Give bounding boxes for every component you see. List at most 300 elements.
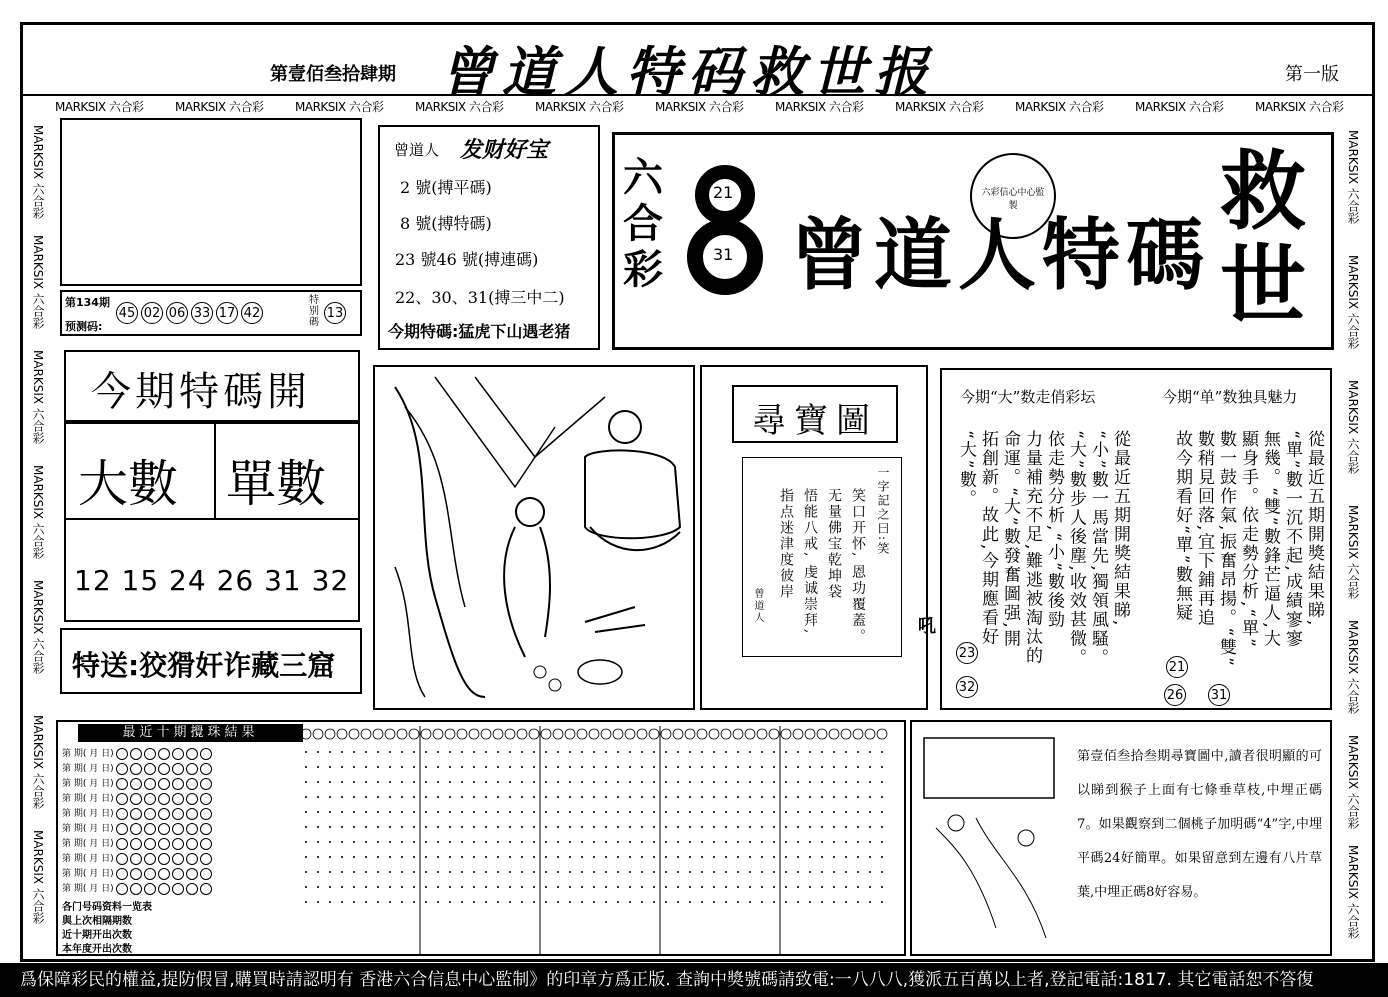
tip-line: 23 號46 號(搏連碼) xyxy=(395,250,539,269)
grid-dot xyxy=(845,826,847,828)
grid-dot xyxy=(449,751,451,753)
grid-dot xyxy=(809,841,811,843)
header-ball xyxy=(601,729,611,739)
left-pick-numbers xyxy=(956,676,981,698)
grid-dot xyxy=(449,766,451,768)
header-ball xyxy=(877,729,887,739)
grid-dot xyxy=(413,871,415,873)
ball-slot xyxy=(144,823,156,835)
right-pick-numbers xyxy=(1208,684,1233,706)
banner-text: MARKSIX 六合彩 xyxy=(1135,100,1224,114)
grid-dot xyxy=(713,796,715,798)
analysis-column: 依走勢分析,“小”數後勁 xyxy=(1044,430,1064,630)
grid-dot xyxy=(485,766,487,768)
grid-dot xyxy=(365,856,367,858)
left-pick-numbers xyxy=(956,642,981,664)
grid-dot xyxy=(413,766,415,768)
stats-row-label: 近十期开出次数 xyxy=(62,930,132,941)
grid-dot xyxy=(797,796,799,798)
grid-dot xyxy=(725,886,727,888)
grid-dot xyxy=(425,856,427,858)
ball-slot xyxy=(158,838,170,850)
grid-dot xyxy=(821,871,823,873)
grid-dot xyxy=(617,826,619,828)
grid-dot xyxy=(665,871,667,873)
gift-label: 特送: xyxy=(72,649,140,682)
header-ball xyxy=(817,729,827,739)
grid-dot xyxy=(305,901,307,903)
grid-dot xyxy=(773,841,775,843)
grid-dot xyxy=(617,811,619,813)
header-ball xyxy=(445,729,455,739)
history-dot-grid xyxy=(302,726,902,954)
grid-dot xyxy=(629,751,631,753)
peach xyxy=(534,666,546,678)
ball-slot xyxy=(116,763,128,775)
ball-slot xyxy=(158,823,170,835)
grid-dot xyxy=(617,781,619,783)
grid-dot xyxy=(353,841,355,843)
stats-row-label: 與上次相隔期数 xyxy=(62,916,132,927)
grid-dot xyxy=(305,781,307,783)
grid-dot xyxy=(593,871,595,873)
grid-dot xyxy=(437,796,439,798)
grid-dot xyxy=(677,766,679,768)
grid-dot xyxy=(737,796,739,798)
grid-dot xyxy=(629,901,631,903)
grid-dot xyxy=(413,826,415,828)
grid-dot xyxy=(653,796,655,798)
grid-dot xyxy=(377,751,379,753)
header-ball xyxy=(757,729,767,739)
grid-dot xyxy=(569,856,571,858)
header-ball xyxy=(649,729,659,739)
banner-text: MARKSIX 六合彩 xyxy=(55,100,144,114)
grid-dot xyxy=(581,841,583,843)
grid-dot xyxy=(353,826,355,828)
ball-slot xyxy=(200,808,212,820)
grid-dot xyxy=(749,841,751,843)
grid-dot xyxy=(677,781,679,783)
grid-dot xyxy=(581,796,583,798)
grid-dot xyxy=(653,826,655,828)
big-number-label: 大數 xyxy=(78,455,178,513)
grid-dot xyxy=(857,856,859,858)
branch-line xyxy=(435,377,555,487)
header-ball xyxy=(841,729,851,739)
predicted-number: 42 xyxy=(241,302,263,324)
ball-slot xyxy=(200,763,212,775)
grid-dot xyxy=(389,871,391,873)
logo-seal xyxy=(970,153,1056,239)
grid-dot xyxy=(713,751,715,753)
grid-dot xyxy=(869,826,871,828)
grid-dot xyxy=(881,811,883,813)
grid-dot xyxy=(545,811,547,813)
grid-dot xyxy=(533,766,535,768)
grid-dot xyxy=(581,811,583,813)
analysis-column: 無幾。“雙”數鋒芒逼人,大 xyxy=(1260,430,1280,649)
history-panel xyxy=(56,720,906,956)
sketch-branch xyxy=(936,828,996,928)
banner-text: MARKSIX 六合彩 xyxy=(31,715,45,809)
grid-dot xyxy=(461,886,463,888)
blank-panel xyxy=(60,118,362,286)
grid-dot xyxy=(401,751,403,753)
predicted-number: 45 xyxy=(116,302,138,324)
grid-dot xyxy=(557,751,559,753)
roar-mark: 吼 xyxy=(918,616,936,637)
grid-dot xyxy=(317,826,319,828)
history-rows xyxy=(62,746,212,896)
header-ball xyxy=(529,729,539,739)
grid-dot xyxy=(689,826,691,828)
grid-dot xyxy=(557,856,559,858)
grid-dot xyxy=(317,796,319,798)
header-ball xyxy=(733,729,743,739)
tips-heading-script: 发财好宝 xyxy=(460,137,549,163)
grid-dot xyxy=(689,751,691,753)
grid-dot xyxy=(629,811,631,813)
grid-dot xyxy=(329,751,331,753)
grid-dot xyxy=(845,751,847,753)
grid-dot xyxy=(713,811,715,813)
grid-dot xyxy=(521,841,523,843)
grid-dot xyxy=(737,811,739,813)
grid-dot xyxy=(857,901,859,903)
logo-save: 救世 xyxy=(1220,141,1306,336)
ball-slot xyxy=(186,853,198,865)
grid-dot xyxy=(497,841,499,843)
ball-slot xyxy=(130,793,142,805)
grid-dot xyxy=(341,781,343,783)
grid-dot xyxy=(545,901,547,903)
grid-dot xyxy=(377,826,379,828)
ball-slot xyxy=(172,763,184,775)
tip-line: 2 號(搏平碼) xyxy=(400,178,492,197)
grid-dot xyxy=(629,886,631,888)
grid-dot xyxy=(821,856,823,858)
grid-dot xyxy=(389,886,391,888)
banner-text: MARKSIX 六合彩 xyxy=(1346,735,1360,829)
grid-dot xyxy=(857,796,859,798)
grid-dot xyxy=(713,841,715,843)
pick-number: 21 xyxy=(1166,656,1188,678)
grid-dot xyxy=(665,826,667,828)
big-small-box xyxy=(64,422,360,520)
grid-dot xyxy=(845,781,847,783)
explain-text: 第壹佰叁拾叁期尋寶圖中,讀者很明顯的可以睇到猴子上面有七條垂草枝,中埋正碼7。如果觀察到二個桃子加明碼“4”字,中埋平碼24好簡單。如果留意到左邊有八片草葉,中埋正碼8好容易。 xyxy=(1077,749,1322,900)
tip-line: 8 號(搏特碼) xyxy=(400,214,492,233)
grid-dot xyxy=(497,886,499,888)
grid-dot xyxy=(533,796,535,798)
banner-text: MARKSIX 六合彩 xyxy=(895,100,984,114)
analysis-column: 力量補充不足,難逃被淘汰的 xyxy=(1022,430,1042,666)
grid-dot xyxy=(341,766,343,768)
header-ball xyxy=(697,729,707,739)
ball-slot xyxy=(116,853,128,865)
grid-dot xyxy=(665,751,667,753)
grid-dot xyxy=(449,841,451,843)
grid-dot xyxy=(305,811,307,813)
banner-text: MARKSIX 六合彩 xyxy=(775,100,864,114)
monkey-body xyxy=(504,527,550,657)
grid-dot xyxy=(557,871,559,873)
grid-dot xyxy=(533,856,535,858)
header-ball xyxy=(781,729,791,739)
poem-column: 悟能八戒, 虔诚崇拜, xyxy=(802,488,818,636)
grid-dot xyxy=(749,886,751,888)
masthead-title: 曾道人特码救世报 xyxy=(440,40,936,104)
history-row xyxy=(62,851,212,866)
divider xyxy=(214,424,216,518)
grid-dot xyxy=(449,886,451,888)
special-open-heading-box xyxy=(64,350,360,422)
ball-slot xyxy=(186,808,198,820)
grid-dot xyxy=(461,856,463,858)
grid-dot xyxy=(353,871,355,873)
banner-text: MARKSIX 六合彩 xyxy=(1346,130,1360,224)
grid-dot xyxy=(869,841,871,843)
poem-column: 笑口开怀, 恩功覆蓋。 xyxy=(850,488,866,645)
gift-line xyxy=(72,644,335,684)
grid-dot xyxy=(497,856,499,858)
history-row-label: 第 期( 月 日) xyxy=(62,749,114,759)
grid-dot xyxy=(389,826,391,828)
grid-dot xyxy=(773,886,775,888)
grid-dot xyxy=(305,796,307,798)
special-number-wrap xyxy=(324,302,349,324)
grid-dot xyxy=(473,871,475,873)
grid-dot xyxy=(353,781,355,783)
grid-dot xyxy=(437,886,439,888)
grid-dot xyxy=(713,901,715,903)
header-ball xyxy=(613,729,623,739)
drape-line xyxy=(395,387,485,697)
grid-dot xyxy=(629,826,631,828)
ball-slot xyxy=(158,778,170,790)
grid-dot xyxy=(593,826,595,828)
ball-slot xyxy=(130,868,142,880)
grid-dot xyxy=(665,796,667,798)
grid-dot xyxy=(329,826,331,828)
grid-dot xyxy=(809,826,811,828)
grid-dot xyxy=(689,871,691,873)
poem-column: 指点迷津度彼岸 xyxy=(778,488,794,600)
grid-dot xyxy=(845,796,847,798)
grid-dot xyxy=(533,781,535,783)
grid-dot xyxy=(341,841,343,843)
grid-dot xyxy=(605,826,607,828)
grid-dot xyxy=(461,766,463,768)
grid-dot xyxy=(425,781,427,783)
single-number-label: 單數 xyxy=(226,455,326,513)
analysis-column: 數稍見回落,宜下鋪再追 xyxy=(1194,430,1214,628)
grid-dot xyxy=(773,811,775,813)
grid-dot xyxy=(881,781,883,783)
grid-dot xyxy=(329,841,331,843)
ball-slot xyxy=(186,778,198,790)
grid-dot xyxy=(377,856,379,858)
grid-dot xyxy=(437,856,439,858)
grid-dot xyxy=(497,871,499,873)
header-ball xyxy=(853,729,863,739)
ball-slot xyxy=(186,838,198,850)
ball-slot xyxy=(158,883,170,895)
grid-dot xyxy=(413,796,415,798)
grid-dot xyxy=(617,886,619,888)
grid-dot xyxy=(485,871,487,873)
banner-text: MARKSIX 六合彩 xyxy=(31,350,45,444)
grid-dot xyxy=(701,886,703,888)
sketch-peach xyxy=(1018,830,1034,846)
grid-dot xyxy=(785,886,787,888)
logo-number-1: 21 xyxy=(713,183,734,202)
header-ball xyxy=(505,729,515,739)
grid-dot xyxy=(833,901,835,903)
header-ball xyxy=(745,729,755,739)
grid-dot xyxy=(317,841,319,843)
header-ball xyxy=(865,729,875,739)
logo-number-2: 31 xyxy=(713,245,734,264)
special-open-heading: 今期特碼開 xyxy=(91,369,311,415)
grid-dot xyxy=(749,796,751,798)
monkey-sketch xyxy=(916,728,1066,952)
grid-dot xyxy=(593,901,595,903)
grid-dot xyxy=(413,751,415,753)
grid-dot xyxy=(593,811,595,813)
grid-dot xyxy=(509,871,511,873)
grid-dot xyxy=(509,856,511,858)
grid-dot xyxy=(881,751,883,753)
banner-text: MARKSIX 六合彩 xyxy=(655,100,744,114)
grid-dot xyxy=(737,766,739,768)
grid-dot xyxy=(761,751,763,753)
tips-heading: 曾道人 xyxy=(394,141,440,159)
header-ball xyxy=(397,729,407,739)
grid-dot xyxy=(581,901,583,903)
ball-slot xyxy=(200,838,212,850)
grid-dot xyxy=(761,856,763,858)
grid-dot xyxy=(329,856,331,858)
grid-dot xyxy=(485,841,487,843)
ball-slot xyxy=(186,823,198,835)
header-ball xyxy=(625,729,635,739)
grid-dot xyxy=(473,886,475,888)
grid-dot xyxy=(737,886,739,888)
grid-dot xyxy=(809,781,811,783)
grid-dot xyxy=(461,811,463,813)
grid-dot xyxy=(653,856,655,858)
grid-dot xyxy=(365,811,367,813)
grid-dot xyxy=(869,781,871,783)
treasure-title: 尋寶圖 xyxy=(752,401,878,441)
grid-dot xyxy=(773,826,775,828)
peach xyxy=(549,679,561,691)
analysis-column: 從最近五期開獎結果睇, xyxy=(1304,430,1324,628)
buddha-body xyxy=(585,450,680,538)
grid-dot xyxy=(749,901,751,903)
grid-dot xyxy=(845,811,847,813)
grid-dot xyxy=(473,766,475,768)
grid-dot xyxy=(617,871,619,873)
grid-dot xyxy=(701,841,703,843)
grid-dot xyxy=(485,751,487,753)
grid-dot xyxy=(569,871,571,873)
predicted-number: 02 xyxy=(141,302,163,324)
banner-text: MARKSIX 六合彩 xyxy=(31,830,45,924)
ball-slot xyxy=(158,853,170,865)
grid-dot xyxy=(437,841,439,843)
grid-dot xyxy=(413,811,415,813)
poem-column: 无量佛宝乾坤袋 xyxy=(826,488,842,600)
open-numbers-box xyxy=(64,520,360,622)
history-row-label: 第 期( 月 日) xyxy=(62,839,114,849)
grid-dot xyxy=(473,901,475,903)
grid-dot xyxy=(809,886,811,888)
header-ball xyxy=(469,729,479,739)
grid-dot xyxy=(437,811,439,813)
grid-dot xyxy=(401,826,403,828)
grid-dot xyxy=(689,796,691,798)
grid-dot xyxy=(437,766,439,768)
grid-dot xyxy=(677,901,679,903)
grid-dot xyxy=(725,751,727,753)
grid-dot xyxy=(701,781,703,783)
ball-slot xyxy=(116,838,128,850)
ball-slot xyxy=(200,823,212,835)
ball-slot xyxy=(200,853,212,865)
grid-dot xyxy=(833,751,835,753)
grid-dot xyxy=(581,751,583,753)
grid-dot xyxy=(377,901,379,903)
grid-dot xyxy=(857,811,859,813)
history-row xyxy=(62,776,212,791)
analysis-column: 顯身手。依走勢分析,“單” xyxy=(1238,430,1258,649)
grid-dot xyxy=(509,841,511,843)
grid-dot xyxy=(365,886,367,888)
grid-dot xyxy=(821,766,823,768)
grid-dot xyxy=(569,886,571,888)
grid-dot xyxy=(773,856,775,858)
grid-dot xyxy=(665,841,667,843)
grid-dot xyxy=(713,826,715,828)
grid-dot xyxy=(785,811,787,813)
ball-slot xyxy=(172,883,184,895)
banner-text: MARKSIX 六合彩 xyxy=(31,125,45,219)
grid-dot xyxy=(773,871,775,873)
grid-dot xyxy=(497,811,499,813)
grid-dot xyxy=(557,766,559,768)
grid-dot xyxy=(437,871,439,873)
edition-label: 第一版 xyxy=(1285,64,1339,85)
ball-slot xyxy=(144,868,156,880)
grid-dot xyxy=(377,886,379,888)
grid-dot xyxy=(641,856,643,858)
grid-dot xyxy=(317,871,319,873)
history-row xyxy=(62,761,212,776)
grid-dot xyxy=(749,811,751,813)
seal-text: 六彩信心中心監製 xyxy=(981,188,1045,211)
grid-dot xyxy=(821,841,823,843)
grid-dot xyxy=(461,841,463,843)
grid-dot xyxy=(845,766,847,768)
grid-dot xyxy=(461,751,463,753)
grid-dot xyxy=(557,886,559,888)
peach-bag xyxy=(578,660,622,684)
special-label: 特别碼 xyxy=(309,295,319,328)
analysis-column: “大”數。 xyxy=(956,430,976,509)
